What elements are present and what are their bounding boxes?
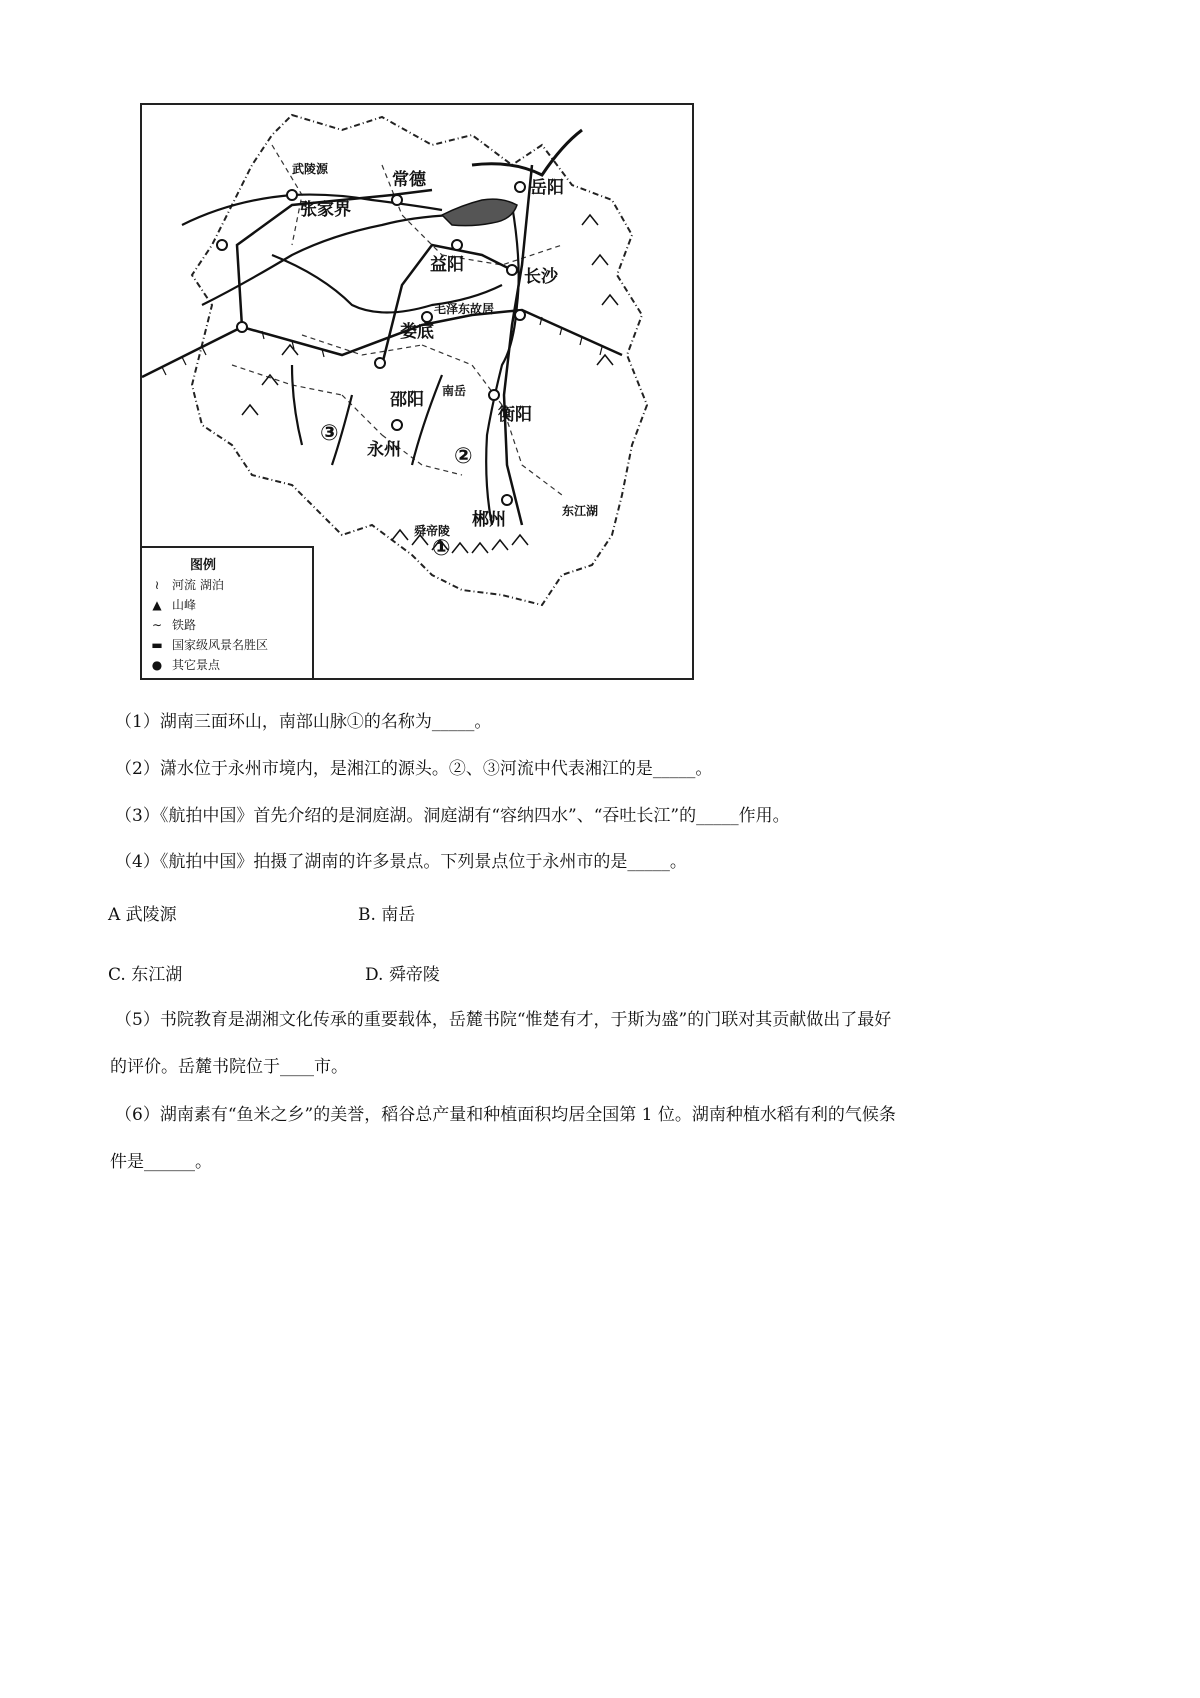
label-chenzhou: 郴州 <box>472 510 506 530</box>
legend-label-railway: 铁路 <box>172 618 197 632</box>
scenic-area-icon: ▬ <box>151 637 163 652</box>
question-6-line-2: 件是______。 <box>110 1152 212 1172</box>
label-dongjianghu: 东江湖 <box>562 504 599 518</box>
legend-label-river: 河流 湖泊 <box>172 578 224 592</box>
legend-row-railway <box>148 616 196 633</box>
river-lake-icon: ≀ <box>154 577 160 592</box>
label-yueyang: 岳阳 <box>530 178 564 198</box>
option-c: C. 东江湖 <box>108 965 183 985</box>
label-maozedong: 毛泽东故居 <box>434 302 495 316</box>
label-loudi: 娄底 <box>400 322 434 342</box>
question-2: （2）潇水位于永州市境内，是湘江的源头。②、③河流中代表湘江的是_____。 <box>115 759 713 779</box>
question-1: （1）湖南三面环山，南部山脉①的名称为_____。 <box>115 712 492 732</box>
railway-lines <box>142 165 622 525</box>
legend-title: 图例 <box>190 558 217 573</box>
label-yongzhou: 永州 <box>367 440 401 460</box>
peak-icon: ▲ <box>152 597 162 612</box>
label-river-2: ② <box>454 444 473 469</box>
legend-label-other: 其它景点 <box>172 658 221 672</box>
dongting-lake <box>442 199 517 225</box>
legend-label-peak: 山峰 <box>172 598 197 612</box>
label-changde: 常德 <box>392 170 426 190</box>
legend-row-river <box>148 576 224 593</box>
rivers <box>182 195 519 525</box>
question-5-line-2: 的评价。岳麓书院位于____市。 <box>110 1057 348 1077</box>
question-5-line-1: （5）书院教育是湖湘文化传承的重要载体，岳麓书院“惟楚有才，于斯为盛”的门联对其贡献做出了最好 <box>115 1010 892 1030</box>
label-yiyang: 益阳 <box>430 255 464 275</box>
option-a: A 武陵源 <box>108 905 177 925</box>
label-mountain-1: ① <box>432 536 451 561</box>
yangtze-river <box>472 130 582 175</box>
railway-icon: ∼ <box>151 617 163 632</box>
question-6-line-1: （6）湖南素有“鱼米之乡”的美誉，稻谷总产量和种植面积均居全国第 1 位。湖南种植水稻有利的气候条 <box>115 1105 896 1125</box>
label-changsha: 长沙 <box>524 267 558 287</box>
label-river-3: ③ <box>320 421 339 446</box>
legend-row-other <box>148 656 220 673</box>
hunan-map <box>140 103 694 680</box>
legend-label-scenic: 国家级风景名胜区 <box>172 638 269 652</box>
option-d: D. 舜帝陵 <box>365 965 440 985</box>
question-3: （3）《航拍中国》首先介绍的是洞庭湖。洞庭湖有“容纳四水”、“吞吐长江”的_____作用。 <box>115 806 790 826</box>
map-legend <box>142 546 314 678</box>
option-b: B. 南岳 <box>358 905 416 925</box>
other-spot-icon: ● <box>151 657 163 672</box>
label-shaoyang: 邵阳 <box>390 390 424 410</box>
label-hengyang: 衡阳 <box>498 405 532 425</box>
legend-row-peak <box>148 596 196 613</box>
label-wulingyuan: 武陵源 <box>292 162 329 176</box>
legend-row-scenic <box>148 636 268 653</box>
question-4: （4）《航拍中国》拍摄了湖南的许多景点。下列景点位于永州市的是_____。 <box>115 852 687 872</box>
label-zhangjiajie: 张家界 <box>300 200 351 220</box>
label-shundiling: 舜帝陵 <box>414 524 451 538</box>
label-nanyue: 南岳 <box>442 384 467 398</box>
